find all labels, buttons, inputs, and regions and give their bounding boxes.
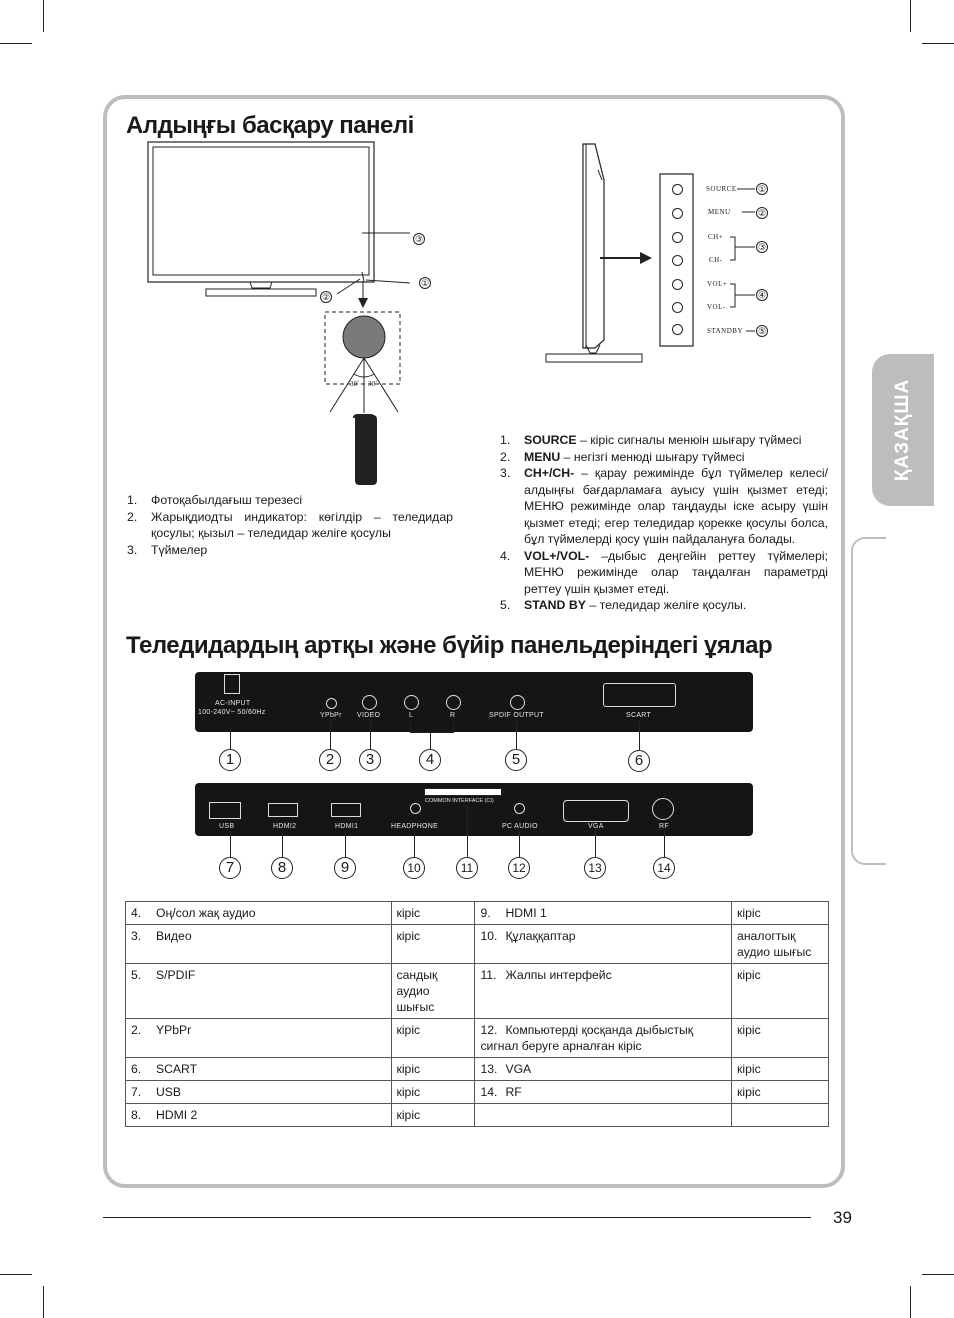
port-type-cell: кіріс (391, 1081, 475, 1104)
port-name-cell: 5. S/PDIF (126, 964, 392, 1019)
port-callout-3: 3 (359, 749, 381, 771)
audio-r-jack (446, 695, 461, 710)
port-callout-7: 7 (219, 857, 241, 879)
source-label: SOURCE (706, 185, 737, 193)
port-type-cell: кіріс (732, 902, 829, 925)
ac-spec-label: 100-240V~ 50/60Hz (198, 709, 266, 716)
ports-table (125, 901, 829, 1127)
port-callout-6: 6 (628, 750, 650, 772)
crop-mark (910, 0, 911, 32)
port-name-cell: 8. HDMI 2 (126, 1104, 392, 1127)
port-type-cell: кіріс (732, 1019, 829, 1058)
table-row (126, 964, 829, 1019)
port-name-cell: 11. Жалпы интерфейс (475, 964, 732, 1019)
side-callout-5: ⑤ (757, 326, 767, 336)
angle-right-label: 30˚ (368, 380, 378, 388)
page-number: 39 (833, 1208, 852, 1227)
vol-minus-side-button[interactable] (672, 302, 683, 313)
port-callout-5: 5 (505, 749, 527, 771)
callout-line (595, 831, 596, 858)
port-type-cell: кіріс (732, 1081, 829, 1104)
port-type-cell: кіріс (732, 964, 829, 1019)
hdmi1-socket (331, 803, 361, 817)
angle-left-label: 30˚ (350, 380, 360, 388)
port-callout-12: 12 (508, 857, 530, 879)
pc-audio-jack (514, 803, 525, 814)
side-callout-2: ② (757, 208, 767, 218)
port-name-cell: 9. HDMI 1 (475, 902, 732, 925)
port-type-cell: кіріс (732, 1058, 829, 1081)
callout-line (516, 720, 517, 749)
port-callout-14: 14 (653, 857, 675, 879)
callout-line (430, 732, 431, 749)
rf-label: RF (659, 823, 669, 830)
language-tab-label: ҚАЗАҚША (892, 378, 913, 482)
port-name-cell (475, 1104, 732, 1127)
table-row (126, 1058, 829, 1081)
port-callout-13: 13 (584, 857, 606, 879)
table-row (126, 1019, 829, 1058)
side-button-brackets (730, 180, 760, 340)
ch-minus-label: CH- (709, 256, 723, 264)
port-callout-2: 2 (319, 749, 341, 771)
port-type-cell (732, 1104, 829, 1127)
ch-plus-label: CH+ (708, 233, 724, 241)
audio-l-jack (404, 695, 419, 710)
crop-mark (43, 1286, 44, 1318)
scart-label: SCART (626, 712, 652, 719)
port-callout-11: 11 (456, 857, 478, 879)
port-name-cell: 12. Компьютерді қосқанда дыбыстық сигнал беруге арналған кіріс (475, 1019, 732, 1058)
video-jack (362, 695, 377, 710)
tv-front-illustration (140, 138, 460, 418)
crop-mark (43, 0, 44, 32)
ac-input-socket (224, 674, 240, 694)
port-type-cell: кіріс (391, 902, 475, 925)
callout-1: ① (420, 278, 430, 288)
front-left-list (127, 492, 453, 558)
hdmi1-label: HDMI1 (335, 823, 359, 830)
audio-r-label: R (450, 712, 456, 719)
callout-line (330, 720, 331, 749)
port-callout-1: 1 (219, 749, 241, 771)
scart-socket (603, 683, 676, 707)
headphone-label: HEADPHONE (391, 823, 439, 830)
vol-minus-label: VOL- (707, 303, 726, 311)
source-side-button[interactable] (672, 184, 683, 195)
list-item: 2. MENU – негізгі менюді шығару түймесі (500, 449, 745, 464)
port-callout-10: 10 (403, 857, 425, 879)
port-name-cell: 6. SCART (126, 1058, 392, 1081)
callout-line (230, 727, 231, 749)
usb-label: USB (219, 823, 235, 830)
callout-line (467, 806, 468, 858)
crop-mark (0, 1274, 32, 1275)
pc-audio-label: PC AUDIO (502, 823, 538, 830)
port-type-cell: сандық аудио шығыс (391, 964, 475, 1019)
port-type-cell: кіріс (391, 1019, 475, 1058)
standby-side-button[interactable] (672, 324, 683, 335)
port-name-cell: 2. YPbPr (126, 1019, 392, 1058)
spdif-jack (510, 695, 525, 710)
vol-plus-side-button[interactable] (672, 279, 683, 290)
port-callout-9: 9 (334, 857, 356, 879)
ch-minus-side-button[interactable] (672, 255, 683, 266)
usb-socket (209, 802, 241, 819)
port-name-cell: 4. Оң/сол жақ аудио (126, 902, 392, 925)
callout-line (345, 831, 346, 858)
video-label: VIDEO (357, 712, 381, 719)
table-row (126, 1081, 829, 1104)
audio-l-label: L (409, 712, 414, 719)
list-item: 3. CH+/CH- – қарау режимінде бұл түймелер келесі/алдыңғы бағдарламаға ауысу үшін қызмет етеді; МЕНЮ режимінде олар таңдауды іске асыру үшін қызмет етеді; егер теледидар қорекке қосулы болса, бұл түймелерді қосу үшін пайдалануға болады. (500, 466, 828, 546)
callout-line (370, 720, 371, 749)
ac-input-label: AC-INPUT (215, 700, 251, 707)
callout-line (230, 831, 231, 858)
port-name-cell: 14. RF (475, 1081, 732, 1104)
hdmi2-socket (268, 803, 298, 817)
table-row (126, 902, 829, 925)
port-callout-4: 4 (419, 749, 441, 771)
table-row (126, 925, 829, 964)
callout-bracket (410, 722, 454, 733)
menu-label: MENU (708, 208, 731, 216)
port-type-cell: кіріс (391, 925, 475, 964)
callout-line (639, 720, 640, 750)
port-name-cell: 13. VGA (475, 1058, 732, 1081)
list-item: 4. VOL+/VOL- –дыбыс деңгейін реттеу түймелері; МЕНЮ режимінде олар таңдалған параметрді реттеу үшін қызмет етеді. (500, 548, 828, 596)
vga-socket (563, 800, 629, 822)
rear-panel-title: Теледидардың артқы және бүйір панельдеріндегі ұялар (126, 632, 773, 659)
hdmi2-label: HDMI2 (273, 823, 297, 830)
port-type-cell: кіріс (391, 1104, 475, 1127)
callout-line (664, 831, 665, 858)
port-callout-8: 8 (271, 857, 293, 879)
language-tab[interactable] (872, 354, 934, 506)
standby-label: STANDBY (707, 327, 743, 335)
crop-mark (0, 43, 32, 44)
port-name-cell: 7. USB (126, 1081, 392, 1104)
callout-line (414, 831, 415, 858)
callout-3: ③ (414, 234, 424, 244)
headphone-jack (410, 803, 421, 814)
ch-plus-side-button[interactable] (672, 232, 683, 243)
list-item: 1. SOURCE – кіріс сигналы менюін шығару түймесі (500, 433, 802, 447)
front-right-list (500, 432, 828, 614)
port-name-cell: 10. Құлаққаптар (475, 925, 732, 964)
remote-control-icon (355, 415, 377, 485)
section-tab[interactable] (851, 537, 886, 865)
crop-mark (910, 1286, 911, 1318)
ypbpr-jack (326, 698, 337, 709)
port-type-cell: аналогтық аудио шығыс (732, 925, 829, 964)
side-callout-1: ① (757, 184, 767, 194)
ypbpr-label: YPbPr (320, 712, 342, 719)
vol-plus-label: VOL+ (707, 280, 728, 288)
crop-mark (922, 43, 954, 44)
list-item: 2. Жарықдиодты индикатор: көгілдір – теледидар қосулы; қызыл – теледидар желіге қосулы (127, 509, 453, 540)
vga-label: VGA (588, 823, 604, 830)
side-callout-4: ④ (757, 290, 767, 300)
port-name-cell: 3. Видео (126, 925, 392, 964)
callout-line (282, 831, 283, 858)
rf-socket (652, 798, 674, 820)
ci-label: COMMON INTERFACE (CI) (425, 798, 494, 804)
spdif-label: SPDIF OUTPUT (489, 712, 544, 719)
port-type-cell: кіріс (391, 1058, 475, 1081)
front-panel-title: Алдыңғы басқару панелі (126, 112, 414, 139)
footer-rule (103, 1217, 811, 1218)
ci-slot (424, 788, 502, 796)
callout-2: ② (321, 292, 331, 302)
side-callout-3: ③ (757, 242, 767, 252)
callout-line (519, 831, 520, 858)
list-item: 1. Фотоқабылдағыш терезесі (127, 493, 303, 507)
crop-mark (922, 1274, 954, 1275)
table-row (126, 1104, 829, 1127)
list-item: 5. STAND BY – теледидар желіге қосулы. (500, 598, 747, 612)
list-item: 3. Түймелер (127, 542, 208, 557)
menu-side-button[interactable] (672, 208, 683, 219)
